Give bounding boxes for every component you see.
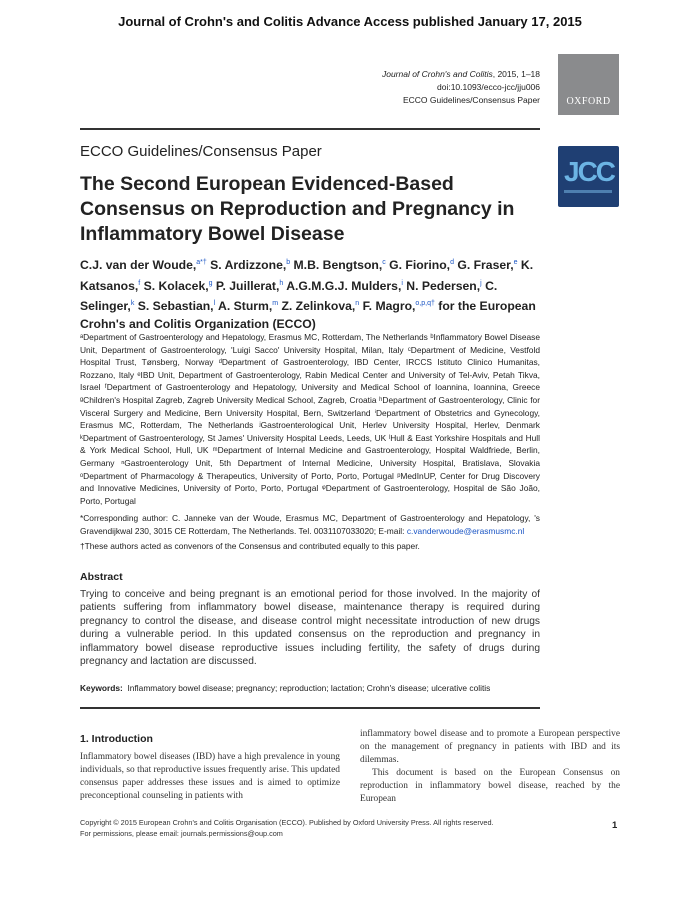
- author-affiliation-mark[interactable]: d: [450, 259, 454, 266]
- author-name: A.G.M.G.J. Mulders,: [283, 278, 402, 293]
- author-name: S. Sebastian,: [134, 299, 214, 314]
- author-name: S. Ardizzone,: [206, 258, 287, 273]
- author-name: P. Juillerat,: [212, 278, 280, 293]
- section-label: ECCO Guidelines/Consensus Paper: [80, 143, 322, 160]
- author-affiliation-mark[interactable]: b: [286, 259, 291, 266]
- intro-right-paragraph-2: This document is based on the European Consensus on reproduction in inflammatory bowel disease, reached by the European: [360, 768, 620, 804]
- author-name: F. Magro,: [359, 299, 416, 314]
- author-list: [80, 254, 550, 333]
- author-name: Z. Zelinkova,: [278, 299, 356, 314]
- affiliations: ᵃDepartment of Gastroenterology and Hepatology, Erasmus MC, Rotterdam, The Netherlands ᵇInflammatory Bowel Disease Unit, Department of Gastroenterology, 'Luigi Sacco' University Hospital, Milan, Italy ᶜDepartment of Medicine, Vestfold Hospital Trust, Tønsberg, Norway ᵈDepartment of Gastroenterology, IBD Center, IRCCS Istituto Clinico Humanitas, Rozzano, Italy ᵉIBD Unit, Department of Gastroenterology, Rabin Medical Center and University of Tel-Aviv, Petah Tikva, Israel ᶠDepartment of Gastroenterology and Hepatology, University and Medical School of Ioannina, Ioannina, Greece ᵍChildren's Hospital Zagreb, Zagreb University Medical School, Zagreb, Croatia ʰDepartment of Gastroenterology, Clinic for Visceral Surgery and Medicine, Bern University Hospital, Bern, Switzerland ⁱDepartment of Obstetrics and Gynecology, Erasmus MC, Rotterdam, The Netherlands ʲGastroenterological Unit, Herlev University Hospital, Herlev, Denmark ᵏDepartment of Gastroenterology, St James' University Hospital Leeds, Leeds, UK ˡHull & East Yorkshire Hospitals and Hull & York Medical School, Hull, UK ᵐDepartment of Internal Medicine and Gastroenterology, Hospital Waldfriede, Berlin, Germany ⁿGastroenterology Unit, 5th Department of Internal Medicine, University Hospital, Bratislava, Slovakia ᵒDepartment of Pharmacology & Therapeutics, University of Porto, Porto, Portugal ᵖMedInUP, Center for Drug Discovery and Innovative Medicines, University of Porto, Porto, Portugal ᵠDepartment of Gastroenterology, Hospital de São João, Porto, Portugal: [80, 332, 540, 506]
- intro-right-paragraph-1: inflammatory bowel disease and to promote a European perspective on the management of pregnancy in patients with IBD and its dilemmas.: [360, 729, 620, 765]
- keywords-label: Keywords:: [80, 683, 123, 693]
- author-name: K. Katsanos,: [80, 258, 534, 293]
- author-affiliation-mark[interactable]: f: [138, 279, 141, 287]
- author-name: M.B. Bengtson,: [290, 258, 383, 273]
- author-affiliation-mark[interactable]: g: [208, 279, 213, 287]
- journal-name: Journal of Crohn's and Colitis: [381, 69, 493, 79]
- abstract-heading: Abstract: [80, 571, 123, 583]
- author-name: C. Selinger,: [80, 278, 498, 314]
- intro-right-column: [360, 728, 620, 806]
- author-affiliation-mark[interactable]: m: [272, 300, 279, 308]
- convenor-footnote: †These authors acted as convenors of the Consensus and contributed equally to this paper.: [80, 541, 420, 551]
- abstract-text: Trying to conceive and being pregnant is an emotional period for those involved. In the majority of patients suffering from inflammatory bowel disease, maintenance therapy is required during pregnancy to control the disease, and disease control might necessitate introduction of new drugs during a vulnerable period. In this updated consensus on the reproduction and pregnancy in inflammatory bowel disease reproductive issues including fertility, the safety of drugs during pregnancy and lactation are discussed.: [80, 589, 540, 668]
- email-link[interactable]: c.vanderwoude@erasmusmc.nl: [406, 525, 525, 536]
- author-name: C.J. van der Woude,: [80, 258, 197, 273]
- author-affiliation-mark[interactable]: a*†: [196, 259, 207, 266]
- oxford-logo-text: OXFORD: [566, 96, 611, 107]
- author-affiliation-mark[interactable]: o,p,q†: [415, 300, 435, 308]
- bottom-rule: [80, 707, 540, 709]
- author-name: A. Sturm,: [215, 299, 273, 314]
- corresponding-text: *Corresponding author: C. Janneke van der Woude, Erasmus MC, Department of Gastroenterology and Hepatology, 's Gravendijkwal 230, 3015 CE Rotterdam, The Netherlands. Tel. 0031107033020; E-mail:: [80, 513, 540, 536]
- article-type: ECCO Guidelines/Consensus Paper: [402, 95, 540, 105]
- page-number: 1: [612, 820, 618, 831]
- author-name: for the European Crohn's and Colitis Organization (ECCO): [80, 299, 536, 331]
- author-affiliation-mark[interactable]: h: [279, 279, 284, 287]
- corresponding-author: [80, 512, 540, 537]
- top-rule: [80, 128, 540, 130]
- doi: doi:10.1093/ecco-jcc/jju006: [436, 82, 540, 92]
- author-affiliation-mark[interactable]: n: [355, 300, 360, 308]
- jcc-logo-bar: [564, 190, 612, 193]
- author-affiliation-mark[interactable]: l: [213, 300, 216, 308]
- publication-banner: Journal of Crohn's and Colitis Advance Access published January 17, 2015: [118, 14, 582, 29]
- jcc-logo: [558, 146, 619, 207]
- intro-left-column: Inflammatory bowel diseases (IBD) have a high prevalence in young individuals, so that reproductive issues frequently arise. This updated consensus paper addresses these issues and is aimed to optimize preconceptional counseling in patients with: [80, 752, 340, 801]
- author-affiliation-mark[interactable]: e: [513, 259, 518, 266]
- author-name: N. Pedersen,: [402, 278, 481, 293]
- copyright-footer: [80, 817, 510, 839]
- journal-volume: , 2015, 1–18: [492, 69, 540, 79]
- author-affiliation-mark[interactable]: i: [401, 279, 403, 287]
- author-affiliation-mark[interactable]: c: [382, 259, 386, 266]
- author-name: G. Fraser,: [453, 258, 514, 273]
- permissions-line: For permissions, please email: journals.permissions@oup.com: [80, 829, 283, 838]
- author-name: S. Kolacek,: [140, 278, 209, 293]
- author-affiliation-mark[interactable]: k: [130, 300, 135, 308]
- copyright-line: Copyright © 2015 European Crohn's and Colitis Organisation (ECCO). Published by Oxford University Press. All rights reserved.: [80, 818, 494, 827]
- oxford-logo: [558, 54, 619, 115]
- author-affiliation-mark[interactable]: j: [480, 279, 482, 287]
- citation-block: [382, 68, 540, 107]
- keywords-text: Inflammatory bowel disease; pregnancy; reproduction; lactation; Crohn's disease; ulcerative colitis: [127, 683, 491, 693]
- author-name: G. Fiorino,: [385, 258, 451, 273]
- keywords: [80, 683, 540, 693]
- jcc-logo-text: JCC: [564, 156, 615, 187]
- intro-heading: 1. Introduction: [80, 733, 153, 745]
- article-title: The Second European Evidenced-Based Consensus on Reproduction and Pregnancy in Inflammatory Bowel Disease: [80, 173, 515, 245]
